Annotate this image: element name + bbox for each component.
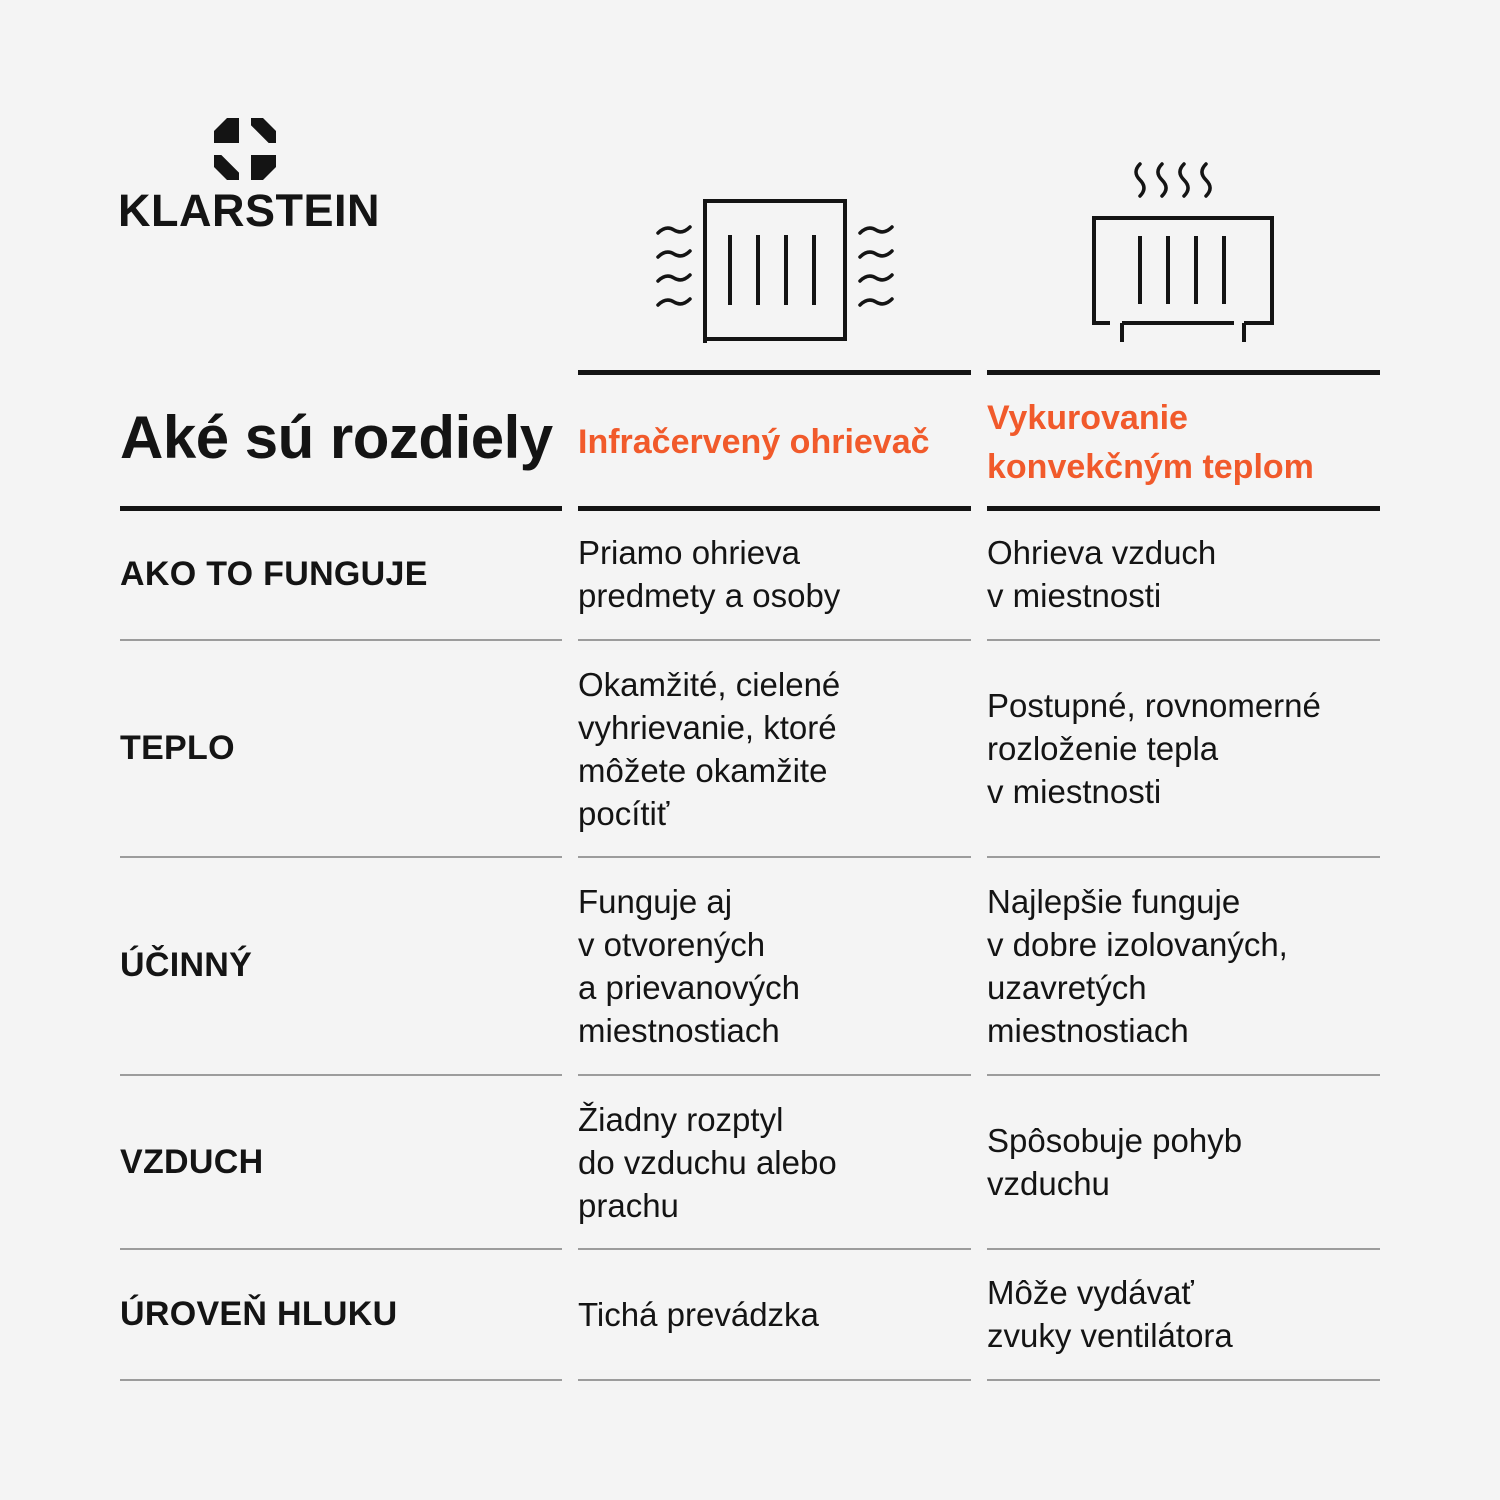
convection-heater-icon bbox=[1088, 158, 1278, 348]
row-label-noise-level: ÚROVEŇ HLUKU bbox=[120, 1294, 398, 1333]
row-divider bbox=[578, 1379, 971, 1381]
column-2-top-rule bbox=[987, 370, 1380, 375]
cell-heat-infrared: Okamžité, cielené vyhrievanie, ktoré môžete okamžite pocítiť bbox=[578, 665, 841, 832]
cell-efficient-infrared: Funguje aj v otvorených a prievanových miestnostiach bbox=[578, 882, 800, 1049]
cell-air-infrared: Žiadny rozptyl do vzduchu alebo prachu bbox=[578, 1100, 837, 1224]
row-label-heat: TEPLO bbox=[120, 729, 235, 767]
column-header-convection: Vykurovanie konvekčným teplom bbox=[987, 399, 1314, 486]
row-label-air: VZDUCH bbox=[120, 1142, 264, 1181]
cell-air-convection: Spôsobuje pohyb vzduchu bbox=[987, 1122, 1243, 1202]
cell-noise-infrared: Tichá prevádzka bbox=[578, 1295, 819, 1333]
cell-heat-convection: Postupné, rovnomerné rozloženie tepla v miestnosti bbox=[987, 687, 1321, 810]
infrared-heater-icon bbox=[650, 195, 900, 347]
column-1-top-rule bbox=[578, 370, 971, 375]
klarstein-logo-icon bbox=[214, 118, 276, 180]
brand-name: KLARSTEIN bbox=[118, 185, 380, 236]
cell-efficient-convection: Najlepšie funguje v dobre izolovaných, uzavretých miestnostiach bbox=[987, 882, 1288, 1049]
row-label-efficient: ÚČINNÝ bbox=[120, 946, 253, 984]
cell-how-it-works-infrared: Priamo ohrieva predmety a osoby bbox=[578, 534, 841, 614]
row-label-how-it-works: AKO TO FUNGUJE bbox=[120, 554, 428, 593]
cell-how-it-works-convection: Ohrieva vzduch v miestnosti bbox=[987, 534, 1217, 614]
row-divider bbox=[987, 1379, 1380, 1381]
page-title: Aké sú rozdiely bbox=[120, 404, 553, 471]
column-header-infrared: Infračervený ohrievač bbox=[578, 423, 930, 461]
brand-logo bbox=[118, 118, 378, 248]
cell-noise-convection: Môže vydávať zvuky ventilátora bbox=[987, 1274, 1233, 1354]
row-divider bbox=[120, 1379, 562, 1381]
